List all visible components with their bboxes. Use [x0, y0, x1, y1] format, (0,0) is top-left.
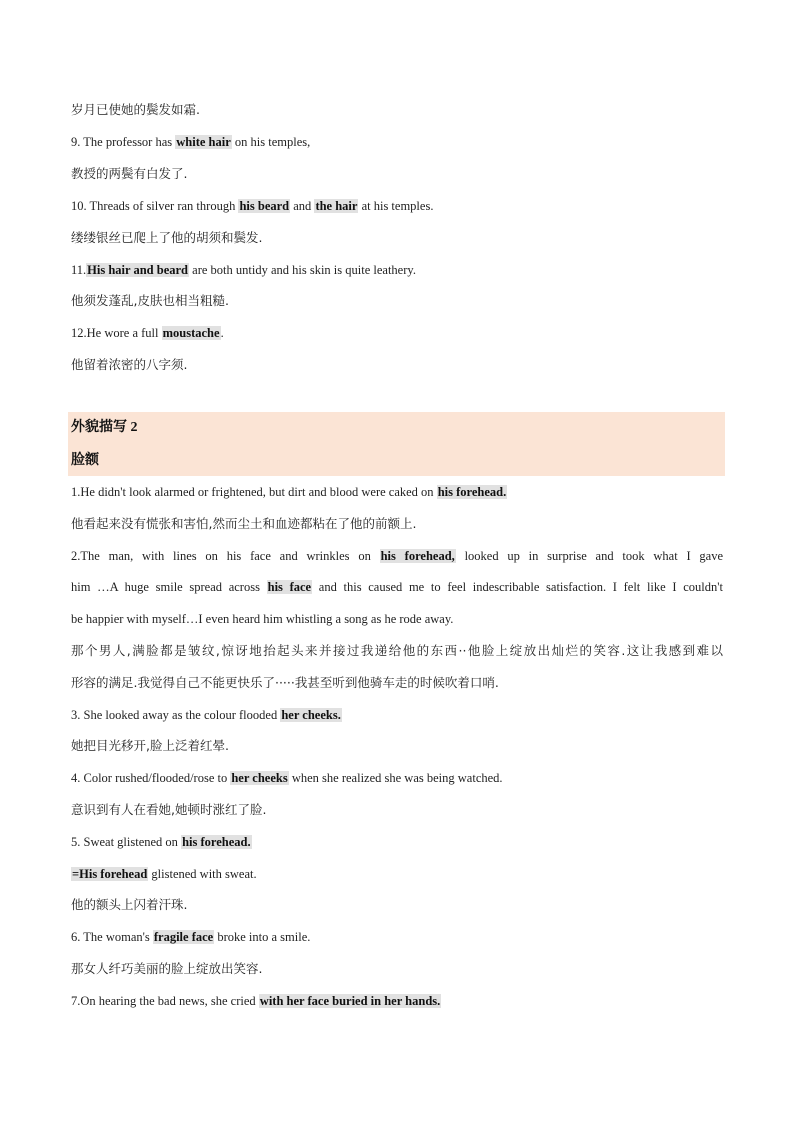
line-text: glistened with sweat.	[148, 866, 257, 881]
line-text: 4. Color rushed/flooded/rose to	[71, 771, 231, 786]
line-text: 岁月已使她的鬓发如霜.	[71, 102, 200, 117]
text-line	[71, 832, 252, 852]
text-line	[71, 164, 187, 184]
highlighted-phrase: white hair	[176, 134, 231, 149]
text-line	[71, 323, 224, 343]
line-text: 意识到有人在看她,她顿时涨红了脸.	[71, 802, 267, 817]
highlighted-phrase: his forehead,	[380, 548, 455, 563]
highlighted-phrase: his forehead.	[437, 485, 507, 499]
line-text: 11.	[71, 262, 87, 277]
text-line	[71, 100, 200, 120]
line-text: .	[220, 326, 224, 341]
line-text: 9. The professor has	[71, 134, 176, 149]
text-line	[71, 482, 507, 502]
text-line	[71, 228, 262, 248]
text-line	[71, 196, 433, 216]
highlighted-phrase: with her face buried in her hands.	[259, 993, 441, 1008]
highlighted-phrase: her cheeks	[231, 771, 288, 786]
line-text: 3. She looked away as the colour flooded	[71, 707, 281, 722]
text-line	[71, 673, 499, 693]
text-line	[71, 800, 266, 820]
line-text: 那女人纤巧美丽的脸上绽放出笑容.	[71, 961, 263, 976]
line-text: 教授的两鬓有白发了.	[71, 165, 188, 181]
line-text: 形容的满足.我觉得自己不能更快乐了·····我甚至听到他骑车走的时候吹着口哨.	[71, 674, 499, 690]
line-text: 他看起来没有慌张和害怕,然而尘土和血迹都粘在了他的前额上.	[71, 515, 417, 531]
text-line	[71, 546, 723, 566]
text-line	[71, 895, 187, 915]
highlighted-phrase: fragile face	[153, 930, 214, 945]
text-line	[71, 768, 503, 788]
line-text: 12.He wore a full	[71, 326, 162, 341]
line-text: looked up in surprise and took what I gave	[455, 548, 723, 563]
text-line	[71, 705, 342, 725]
line-text: 6. The woman's	[71, 930, 153, 945]
line-text: 她把目光移开,脸上泛着红晕.	[71, 738, 229, 754]
highlighted-phrase: =His forehead	[72, 866, 148, 881]
text-line	[71, 514, 416, 534]
line-text: on his temples,	[231, 134, 311, 149]
line-text: are both untidy and his skin is quite leathery.	[189, 262, 416, 277]
text-line	[71, 927, 310, 947]
highlighted-phrase: his forehead.	[182, 834, 251, 849]
line-text: at his temples.	[358, 198, 434, 213]
section-title: 外貌描写 2	[71, 420, 138, 435]
highlighted-phrase: moustache	[162, 326, 220, 341]
line-text: 1.He didn't look alarmed or frightened, but dirt and blood were caked on	[71, 485, 437, 499]
text-line	[71, 355, 187, 375]
section-subtitle: 脸额	[71, 452, 99, 468]
line-text: broke into a smile.	[214, 930, 311, 945]
line-text: 他须发蓬乱,皮肤也相当粗糙.	[71, 293, 229, 309]
line-text: be happier with myself…I even heard him whistling a song as he rode away.	[71, 612, 454, 627]
text-line	[71, 260, 416, 280]
highlighted-phrase: His hair and beard	[87, 262, 189, 277]
line-text: 那个男人,满脸都是皱纹,惊讶地抬起头来并接过我递给他的东西··他脸上绽放出灿烂的笑容.这让我感到难以	[71, 643, 723, 658]
highlighted-phrase: his beard	[239, 198, 290, 213]
highlighted-phrase: the hair	[315, 198, 358, 213]
line-text: and	[290, 198, 315, 213]
section-header-band	[68, 412, 725, 476]
line-text: 10. Threads of silver ran through	[71, 198, 239, 213]
text-line	[71, 641, 723, 661]
text-line	[71, 132, 310, 152]
line-text: 他的额头上闪着汗珠.	[71, 897, 188, 913]
text-line	[71, 959, 262, 979]
text-line	[71, 291, 229, 311]
highlighted-phrase: her cheeks.	[281, 707, 341, 722]
line-text: 5. Sweat glistened on	[71, 834, 182, 849]
line-text: when she realized she was being watched.	[288, 771, 503, 786]
line-text: 2.The man, with lines on his face and wrinkles on	[71, 548, 380, 563]
line-text: 缕缕银丝已爬上了他的胡须和鬓发.	[71, 229, 263, 245]
text-line	[71, 991, 441, 1011]
text-line	[71, 736, 229, 756]
line-text: 7.On hearing the bad news, she cried	[71, 993, 259, 1008]
text-line	[71, 609, 453, 629]
line-text: and this caused me to feel indescribable satisfaction. I felt like I couldn't	[312, 580, 723, 595]
line-text: him …A huge smile spread across	[71, 580, 267, 595]
highlighted-phrase: his face	[267, 580, 312, 595]
line-text: 他留着浓密的八字须.	[71, 357, 188, 373]
text-line	[71, 577, 723, 597]
text-line	[71, 864, 257, 884]
